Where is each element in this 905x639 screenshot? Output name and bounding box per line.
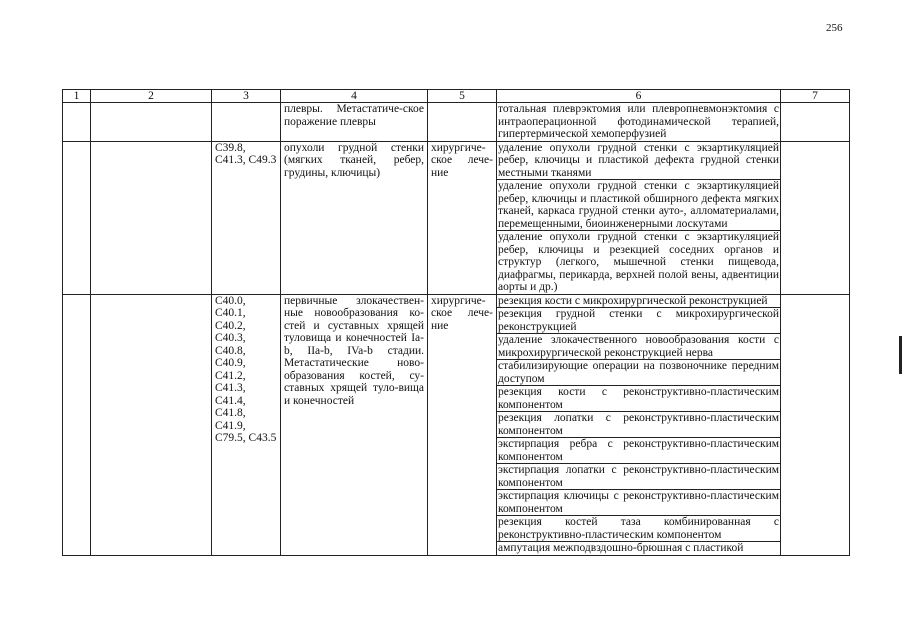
cell-col7 xyxy=(781,141,850,294)
method-item: тотальная плеврэктомия или плевропневмонэктомия с интраоперационной фотодинамической терапией, гипертермической хемоперфузией xyxy=(498,103,779,140)
cell-col1 xyxy=(63,141,91,294)
method-item: удаление опухоли грудной стенки с экзартикуляцией ребер, ключицы и резекцией соседних органов и структур (легкого, мышечной стенки пищевода, диафрагмы, перикарда, верхней полой вены, адвентиции аорты и др.) xyxy=(498,231,779,293)
methods-cell xyxy=(497,294,781,555)
table-row xyxy=(63,294,850,555)
method-item: экстирпация ребра с реконструктивно-пластическим компонентом xyxy=(498,438,779,463)
table-row xyxy=(63,103,850,142)
method-item: резекция кости с микрохирургической реконструкцией xyxy=(497,295,780,309)
method-item: резекция грудной стенки с микрохирургической реконструкцией xyxy=(498,308,779,333)
cell-col2 xyxy=(91,103,212,142)
method-item: экстирпация ключицы с реконструктивно-пластическим компонентом xyxy=(498,490,779,515)
method-item: ампутация межподвздошно-брюшная с пластикой xyxy=(498,542,744,554)
cell-col1 xyxy=(63,103,91,142)
cell-col7 xyxy=(781,103,850,142)
method-item: резекция лопатки с реконструктивно-пластическим компонентом xyxy=(498,412,779,437)
icd-codes: C40.0, C40.1, C40.2, C40.3, C40.8, C40.9, C41.2, C41.3, C41.4, C41.8, C41.9, C79.5, C43.5 xyxy=(212,294,281,555)
method-item: резекция кости с реконструктивно-пластическим компонентом xyxy=(498,386,779,411)
diagnosis: первичные злокачествен-ные новообразования ко-стей и суставных хрящей туловища и конечностей Ia-b, IIa-b, IVa-b стадии. Метастатические ново-образования костей, су-ставных хрящей туло-вища и конечностей xyxy=(281,294,428,555)
cell-col2 xyxy=(91,294,212,555)
method-item: удаление злокачественного новообразования кости с микрохирургической реконструкцией нерва xyxy=(498,334,779,359)
icd-codes xyxy=(212,103,281,142)
cell-col2 xyxy=(91,141,212,294)
scan-edge-mark xyxy=(899,336,902,374)
method-item: резекция костей таза комбинированная с реконструктивно-пластическим компонентом xyxy=(498,516,779,541)
column-header: 3 xyxy=(212,90,281,103)
column-header: 5 xyxy=(428,90,497,103)
treatment-type: хирургиче-ское лече-ние xyxy=(428,141,497,294)
diagnosis: плевры. Метастатиче-ское поражение плевры xyxy=(281,103,428,142)
table-row xyxy=(63,141,850,294)
cell-col7 xyxy=(781,294,850,555)
method-item: удаление опухоли грудной стенки с экзартикуляцией ребер, ключицы и пластикой дефекта грудной стенки местными тканями xyxy=(498,141,779,179)
column-header: 4 xyxy=(281,90,428,103)
method-item: удаление опухоли грудной стенки с экзартикуляцией ребер, ключицы и пластикой обширного дефекта мягких тканей, каркаса грудной стенки ауто-, алломатериалами, перемещенными, биоинженерными лоскутами xyxy=(498,180,779,230)
header-row xyxy=(63,90,850,103)
methods-cell xyxy=(497,103,781,142)
column-header: 6 xyxy=(497,90,781,103)
page-number: 256 xyxy=(826,22,843,34)
treatment-type: хирургиче-ское лече-ние xyxy=(428,294,497,555)
medical-procedures-table xyxy=(62,89,850,556)
column-header: 1 xyxy=(63,90,91,103)
methods-cell xyxy=(497,141,781,294)
column-header: 2 xyxy=(91,90,212,103)
method-item: экстирпация лопатки с реконструктивно-пластическим компонентом xyxy=(498,464,779,489)
diagnosis: опухоли грудной стенки (мягких тканей, ребер, грудины, ключицы) xyxy=(281,141,428,294)
icd-codes: C39.8, C41.3, C49.3 xyxy=(212,141,281,294)
column-header: 7 xyxy=(781,90,850,103)
method-item: стабилизирующие операции на позвоночнике передним доступом xyxy=(498,360,779,385)
treatment-type xyxy=(428,103,497,142)
cell-col1 xyxy=(63,294,91,555)
